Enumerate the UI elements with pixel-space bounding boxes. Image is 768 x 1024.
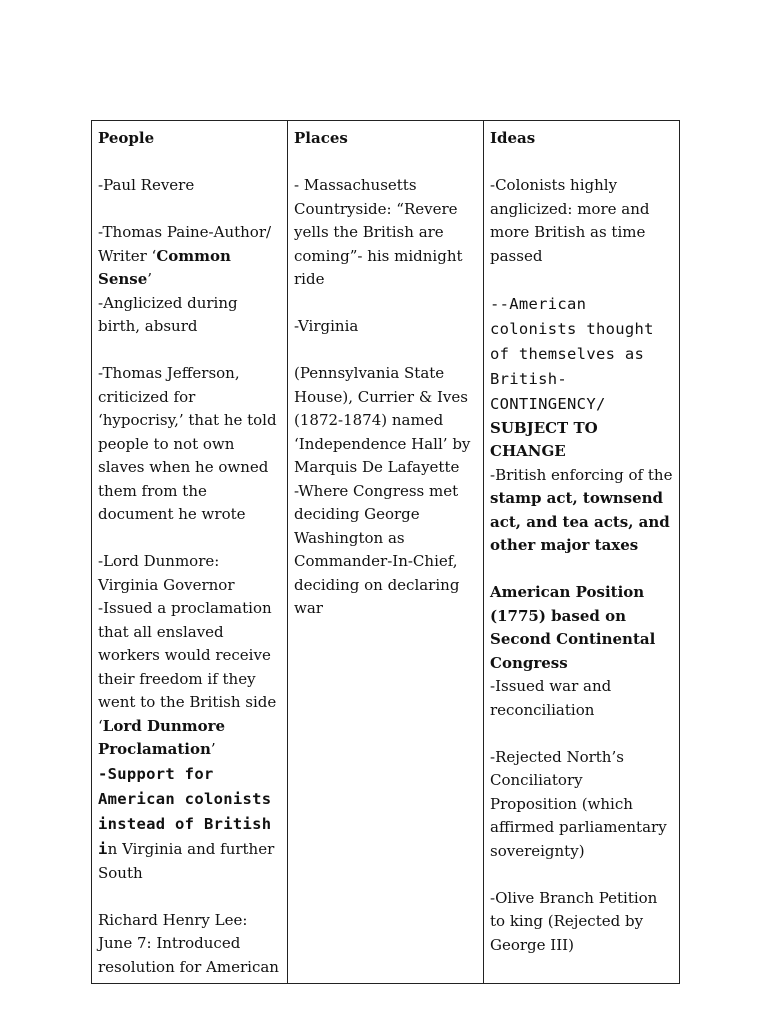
places-column (288, 121, 484, 984)
entry-text: ’ (147, 270, 153, 288)
places-entry: (Pennsylvania State House), Currier & Ives (1872-1874) named ‘Independence Hall’ by Marquis De Lafayette (294, 364, 471, 476)
people-entry (98, 762, 282, 886)
people-entry: -Paul Revere (98, 176, 195, 194)
places-entry: -Virginia (294, 317, 359, 335)
people-entry: -Thomas Jefferson, criticized for ‘hypocrisy,’ that he told people to not own slaves when he owned them from the document he wrote (98, 364, 277, 523)
entry-text: -Thomas Paine-Author/ Writer ‘ (98, 223, 272, 265)
entry-bold-text: Common Sense (98, 246, 231, 288)
entry-text: -British enforcing of the (490, 465, 673, 484)
column-header-people: People (98, 129, 155, 147)
entry-bold-text: SUBJECT TO CHANGE (490, 418, 598, 460)
entry-text: n Virginia and further South (98, 839, 275, 882)
people-entry: -Anglicized during birth, absurd (98, 293, 238, 335)
ideas-entry: -Rejected North’s Conciliatory Proposition (which affirmed parliamentary sovereignty) (490, 747, 667, 860)
notes-table (91, 120, 680, 984)
people-entry (98, 221, 282, 292)
column-header-places: Places (294, 129, 348, 147)
entry-bold-text: Lord Dunmore Proclamation (98, 716, 226, 758)
ideas-column (484, 121, 680, 984)
people-entry: -Lord Dunmore: Virginia Governor (98, 552, 235, 594)
ideas-entry: -Olive Branch Petition to king (Rejected by George III) (490, 888, 658, 954)
places-entry: - Massachusetts Countryside: “Revere yells the British are coming”- his midnight ride (294, 176, 463, 288)
table-row (92, 121, 680, 984)
entry-mono-text: --American colonists thought of themselves as British- CONTINGENCY/ (490, 294, 654, 413)
column-header-ideas: Ideas (490, 129, 536, 147)
entry-bold-text: stamp act, townsend act, and tea acts, and other major taxes (490, 489, 670, 554)
ideas-entry (490, 581, 674, 722)
ideas-entry (490, 292, 674, 464)
places-entry: -Where Congress met deciding George Washington as Commander-In-Chief, deciding on declaring war (294, 481, 460, 617)
entry-text: -Issued war and reconciliation (490, 677, 612, 719)
people-entry (98, 597, 282, 762)
entry-text: ’ (210, 740, 216, 758)
entry-mono-text: -Support for American colonists instead of British i (98, 764, 272, 858)
people-column (92, 121, 288, 984)
people-entry: Richard Henry Lee: June 7: Introduced resolution for American (98, 910, 279, 976)
ideas-entry: -Colonists highly anglicized: more and more British as time passed (490, 176, 650, 265)
entry-text: -Issued a proclamation that all enslaved workers would receive their freedom if they went to the British side ‘ (98, 599, 277, 735)
entry-bold-text: American Position (1775) based on Second Continental Congress (490, 583, 656, 672)
ideas-entry (490, 464, 674, 558)
